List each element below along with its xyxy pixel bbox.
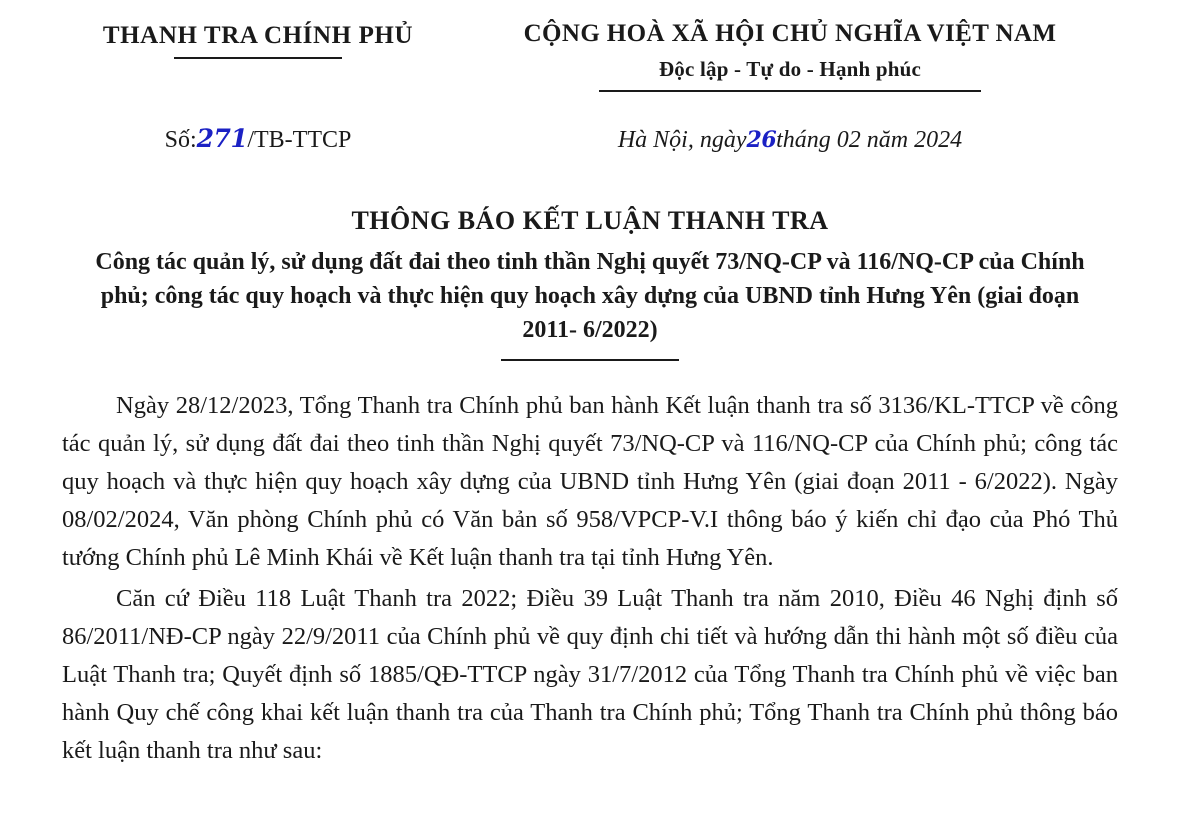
document-body (58, 387, 1122, 769)
issuing-organization-block (58, 20, 458, 59)
issuing-organization: THANH TRA CHÍNH PHỦ (102, 22, 414, 49)
place-date-block (458, 127, 1122, 154)
title-underline (501, 359, 679, 361)
document-number-suffix: /TB-TTCP (247, 127, 352, 153)
document-number-handwritten: 271 (196, 124, 248, 153)
document-number-block (58, 124, 458, 154)
place-date-prefix: Hà Nội, ngày (617, 127, 747, 153)
day-handwritten: 26 (746, 127, 777, 153)
national-motto: Độc lập - Tự do - Hạnh phúc (658, 57, 922, 81)
document-title: THÔNG BÁO KẾT LUẬN THANH TRA (351, 206, 829, 235)
document-subtitle: Công tác quản lý, sử dụng đất đai theo tinh thần Nghị quyết 73/NQ-CP và 116/NQ-CP của Chính phủ; công tác quy hoạch và thực hiện quy hoạch xây dựng của UBND tỉnh Hưng Yên (giai đoạn 2011- 6/2022) (95, 249, 1085, 344)
body-paragraph-1: Ngày 28/12/2023, Tổng Thanh tra Chính phủ ban hành Kết luận thanh tra số 3136/KL-TTCP về công tác quản lý, sử dụng đất đai theo tinh thần Nghị quyết 73/NQ-CP và 116/NQ-CP của Chính phủ; công tác quy hoạch và thực hiện quy hoạch xây dựng của UBND tỉnh Hưng Yên (giai đoạn 2011 - 6/2022). Ngày 08/02/2024, Văn phòng Chính phủ có Văn bản số 958/VPCP-V.I thông báo ý kiến chỉ đạo của Phó Thủ tướng Chính phủ Lê Minh Khái về Kết luận thanh tra tại tỉnh Hưng Yên. (62, 392, 1118, 571)
document-number-prefix: Số: (164, 127, 197, 153)
organization-underline (174, 57, 342, 59)
place-date-suffix: tháng 02 năm 2024 (776, 127, 963, 153)
title-block (58, 206, 1122, 361)
national-heading-block (458, 20, 1122, 92)
motto-underline (599, 90, 981, 92)
national-name: CỘNG HOÀ XÃ HỘI CHỦ NGHĨA VIỆT NAM (523, 20, 1057, 47)
body-paragraph-2: Căn cứ Điều 118 Luật Thanh tra 2022; Điều 39 Luật Thanh tra năm 2010, Điều 46 Nghị định số 86/2011/NĐ-CP ngày 22/9/2011 của Chính phủ về quy định chi tiết và hướng dẫn thi hành một số điều của Luật Thanh tra; Quyết định số 1885/QĐ-TTCP ngày 31/7/2012 của Tổng Thanh tra Chính phủ về việc ban hành Quy chế công khai kết luận thanh tra của Thanh tra Chính phủ; Tổng Thanh tra Chính phủ thông báo kết luận thanh tra như sau: (62, 585, 1118, 764)
document-header (58, 20, 1122, 92)
document-meta-row (58, 124, 1122, 154)
